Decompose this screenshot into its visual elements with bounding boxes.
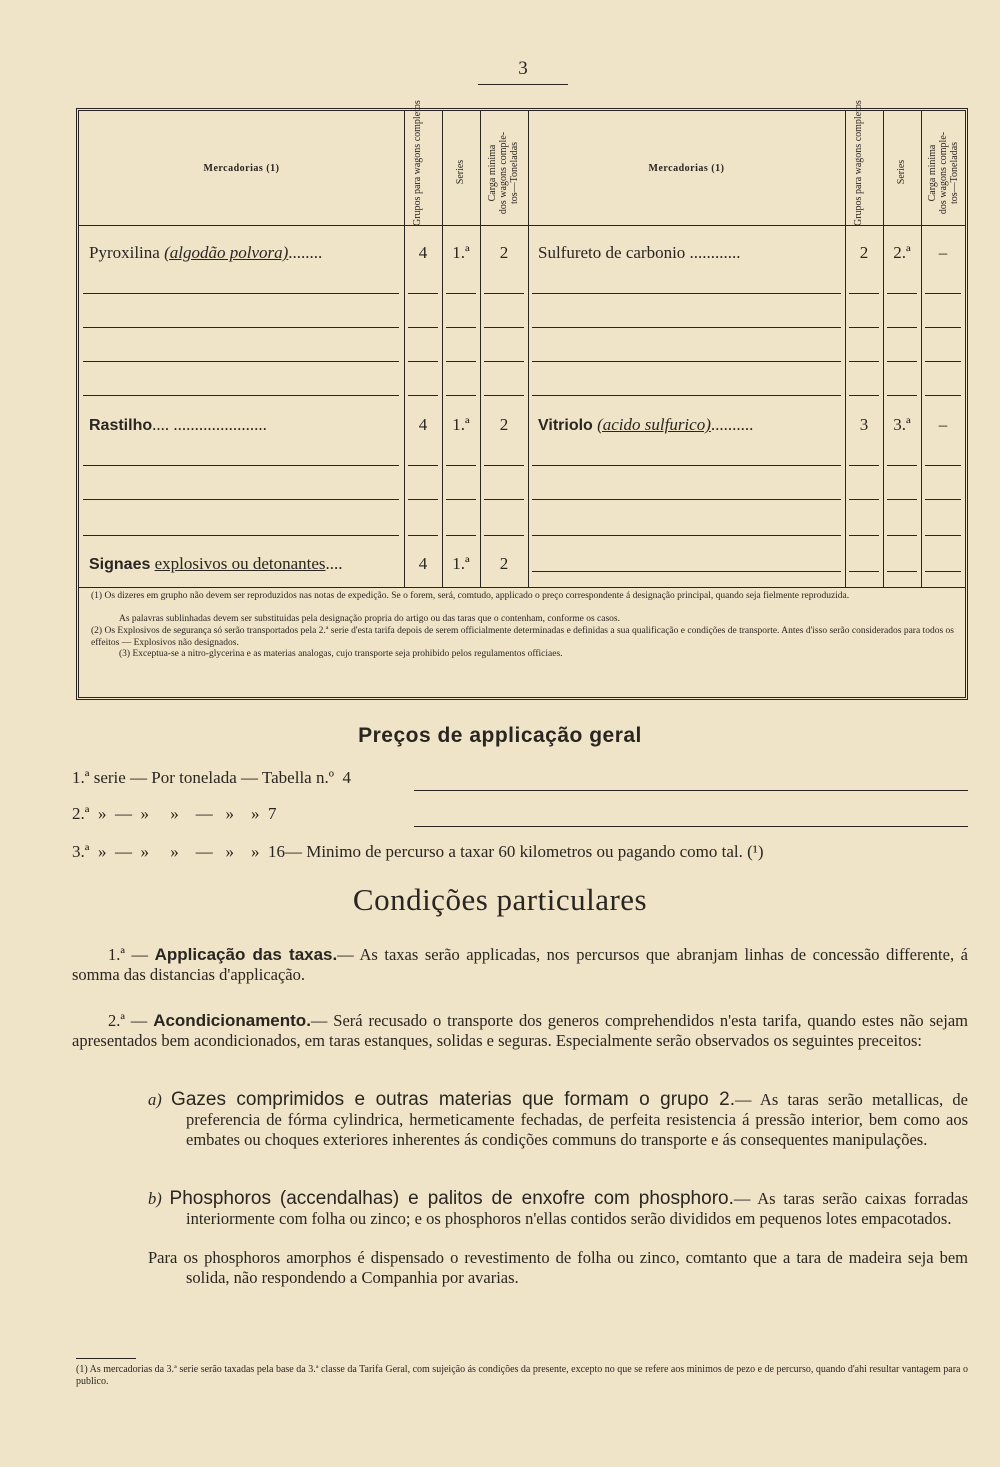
row-vitriolo-name: Vitriolo (acido sulfurico)..........	[538, 415, 754, 434]
price-row-3: 3.ª » — » » — » » 16— Minimo de percurso a taxar 60 kilometros ou pagando como tal. (¹)	[72, 842, 764, 861]
price-line-2	[414, 826, 968, 827]
blank-row-line	[484, 465, 524, 466]
row-rastilho-name: Rastilho.... ......................	[89, 415, 267, 434]
blank-row-line	[849, 327, 879, 328]
table-note-1: (1) Os dizeres em grupho não devem ser reproduzidos nas notas de expedição. Se o forem, será, comtudo, applicado o preço correspondente á designação principal, quando seja fielmente reproduzida.	[91, 591, 850, 601]
blank-row-line	[484, 327, 524, 328]
col-line	[921, 111, 922, 587]
blank-row-line	[83, 535, 399, 536]
header-series-left: Series	[455, 159, 466, 185]
condicao-2: 2.ª — Acondicionamento.— Será recusado o transporte dos generos comprehendidos n'esta tarifa, quando estes não sejam apresentados bem acondicionados, em taras estanques, solidas e seguras. Especialmente serão observados os seguintes preceitos:	[72, 1011, 969, 1050]
header-rule	[79, 225, 965, 226]
blank-row-line	[532, 327, 841, 328]
blank-row-line	[408, 327, 438, 328]
row-pyroxilina-serie: 1.ª	[452, 243, 470, 262]
row-signaes-serie: 1.ª	[452, 554, 470, 573]
blank-row-line	[887, 465, 917, 466]
condicoes-title: Condições particulares	[352, 882, 648, 917]
blank-row-line	[446, 327, 476, 328]
condicao-2b-extra: Para os phosphoros amorphos é dispensado o revestimento de folha ou zinco, comtanto que a tara de madeira seja bem solida, não respondendo a Companhia por avarias.	[148, 1248, 968, 1287]
blank-row-line	[408, 465, 438, 466]
blank-row-line	[849, 465, 879, 466]
blank-row-line	[446, 465, 476, 466]
condicao-2a: a) Gazes comprimidos e outras materias que formam o grupo 2.— As taras serão metallicas, de preferencia de fórma cylindrica, hermeticamente fechadas, de perfeita resistencia á pressão interior, bem como aos embates ou choques exteriores inherentes ás condições communs do transporte e ás consequentes manipulações.	[148, 1089, 968, 1149]
row-sulfureto-serie: 2.ª	[893, 243, 911, 262]
notes-rule	[79, 587, 965, 588]
row-sulfureto-grupo: 2	[859, 243, 869, 262]
header-mercadorias-right: Mercadorias (1)	[648, 163, 725, 174]
blank-row-line	[532, 465, 841, 466]
blank-row-line	[925, 535, 961, 536]
row-rastilho-carga: 2	[499, 415, 509, 434]
page-number: 3	[518, 58, 528, 79]
blank-row-line	[925, 361, 961, 362]
blank-row-line	[446, 293, 476, 294]
blank-row-line	[849, 293, 879, 294]
row-vitriolo-grupo: 3	[859, 415, 869, 434]
blank-row-line	[849, 361, 879, 362]
row-rastilho-serie: 1.ª	[452, 415, 470, 434]
row-rastilho-grupo: 4	[418, 415, 428, 434]
blank-row-line	[408, 395, 438, 396]
blank-row-line	[887, 535, 917, 536]
blank-row-line	[887, 395, 917, 396]
blank-row-line	[849, 535, 879, 536]
row-pyroxilina-name: Pyroxilina (algodão polvora)........	[89, 243, 323, 262]
blank-row-line	[925, 499, 961, 500]
blank-row-line	[849, 571, 879, 572]
table-note-4: (3) Exceptua-se a nitro-glycerina e as materias analogas, cujo transporte seja prohibido pelos regulamentos officiaes.	[119, 649, 563, 659]
price-row-1: 1.ª serie — Por tonelada — Tabella n.º 4	[72, 768, 351, 787]
col-line	[404, 111, 405, 587]
blank-row-line	[484, 293, 524, 294]
header-series-right: Series	[896, 159, 907, 185]
blank-row-line	[925, 327, 961, 328]
blank-row-line	[408, 535, 438, 536]
col-line	[528, 111, 529, 587]
row-vitriolo-carga: –	[938, 415, 948, 434]
price-line-1	[414, 790, 968, 791]
blank-row-line	[887, 571, 917, 572]
blank-row-line	[484, 499, 524, 500]
header-carga-right: Carga minima dos wagons comple- tos—Toneladas	[927, 131, 960, 215]
header-carga-left: Carga minima dos wagons comple- tos—Toneladas	[487, 131, 520, 215]
blank-row-line	[408, 293, 438, 294]
blank-row-line	[484, 535, 524, 536]
blank-row-line	[925, 395, 961, 396]
row-vitriolo-serie: 3.ª	[893, 415, 911, 434]
col-line	[883, 111, 884, 587]
blank-row-line	[484, 361, 524, 362]
blank-row-line	[887, 293, 917, 294]
col-line	[480, 111, 481, 587]
blank-row-line	[532, 361, 841, 362]
table-note-2: As palavras sublinhadas devem ser substituidas pela designação propria do artigo ou das taras que o contenham, conforme os casos.	[119, 614, 620, 624]
blank-row-line	[925, 465, 961, 466]
blank-row-line	[446, 395, 476, 396]
blank-row-line	[887, 499, 917, 500]
row-signaes-grupo: 4	[418, 554, 428, 573]
blank-row-line	[83, 293, 399, 294]
row-pyroxilina-grupo: 4	[418, 243, 428, 262]
blank-row-line	[532, 395, 841, 396]
condicao-1: 1.ª — Applicação das taxas.— As taxas serão applicadas, nos percursos que abranjam linhas de concessão differente, á somma das distancias d'applicação.	[72, 945, 969, 984]
blank-row-line	[408, 499, 438, 500]
blank-row-line	[446, 361, 476, 362]
row-sulfureto-carga: –	[938, 243, 948, 262]
blank-row-line	[532, 293, 841, 294]
blank-row-line	[83, 465, 399, 466]
condicao-2b: b) Phosphoros (accendalhas) e palitos de enxofre com phosphoro.— As taras serão caixas forradas interiormente com folha ou zinco; e os phosphoros n'ellas contidos serão divididos em pequenos lotes empacotados.	[148, 1188, 968, 1228]
blank-row-line	[83, 361, 399, 362]
blank-row-line	[484, 395, 524, 396]
row-signaes-name: Signaes explosivos ou detonantes....	[89, 554, 343, 573]
header-grupos-right: Grupos para wagons completos	[853, 100, 864, 226]
header-grupos-left: Grupos para wagons completos	[412, 100, 423, 226]
blank-row-line	[446, 499, 476, 500]
footnote-rule	[76, 1358, 136, 1359]
price-row-2: 2.ª » — » » — » » 7	[72, 804, 277, 823]
merchandise-table	[76, 100, 968, 700]
blank-row-line	[925, 293, 961, 294]
blank-row-line	[83, 395, 399, 396]
blank-row-line	[925, 571, 961, 572]
header-mercadorias-left: Mercadorias (1)	[203, 163, 280, 174]
blank-row-line	[83, 327, 399, 328]
row-signaes-carga: 2	[499, 554, 509, 573]
blank-row-line	[408, 361, 438, 362]
page-number-rule	[478, 84, 568, 85]
footnote: (1) As mercadorias da 3.ª serie serão taxadas pela base da 3.ª classe da Tarifa Geral, com sujeição ás condições da presente, excepto no que se refere aos minimos de pezo e de percurso, quando d'ahi resultar vantagem para o publico.	[76, 1364, 968, 1387]
blank-row-line	[887, 327, 917, 328]
row-pyroxilina-carga: 2	[499, 243, 509, 262]
blank-row-line	[532, 535, 841, 536]
blank-row-line	[849, 499, 879, 500]
blank-row-line	[532, 499, 841, 500]
col-line	[845, 111, 846, 587]
blank-row-line	[532, 571, 841, 572]
blank-row-line	[446, 535, 476, 536]
blank-row-line	[887, 361, 917, 362]
blank-row-line	[83, 499, 399, 500]
precos-title: Preços de applicação geral	[358, 724, 642, 747]
table-note-3: (2) Os Explosivos de segurança só serão transportados pela 2.ª serie d'esta tarifa depois de serem officialmente determinadas e definidas a sua qualificação e condições de transporte. Antes d'isso serão considerados para todos os effeitos — Explosivos não designados.	[91, 626, 954, 648]
col-line	[442, 111, 443, 587]
row-sulfureto-name: Sulfureto de carbonio ............	[538, 243, 741, 262]
blank-row-line	[849, 395, 879, 396]
